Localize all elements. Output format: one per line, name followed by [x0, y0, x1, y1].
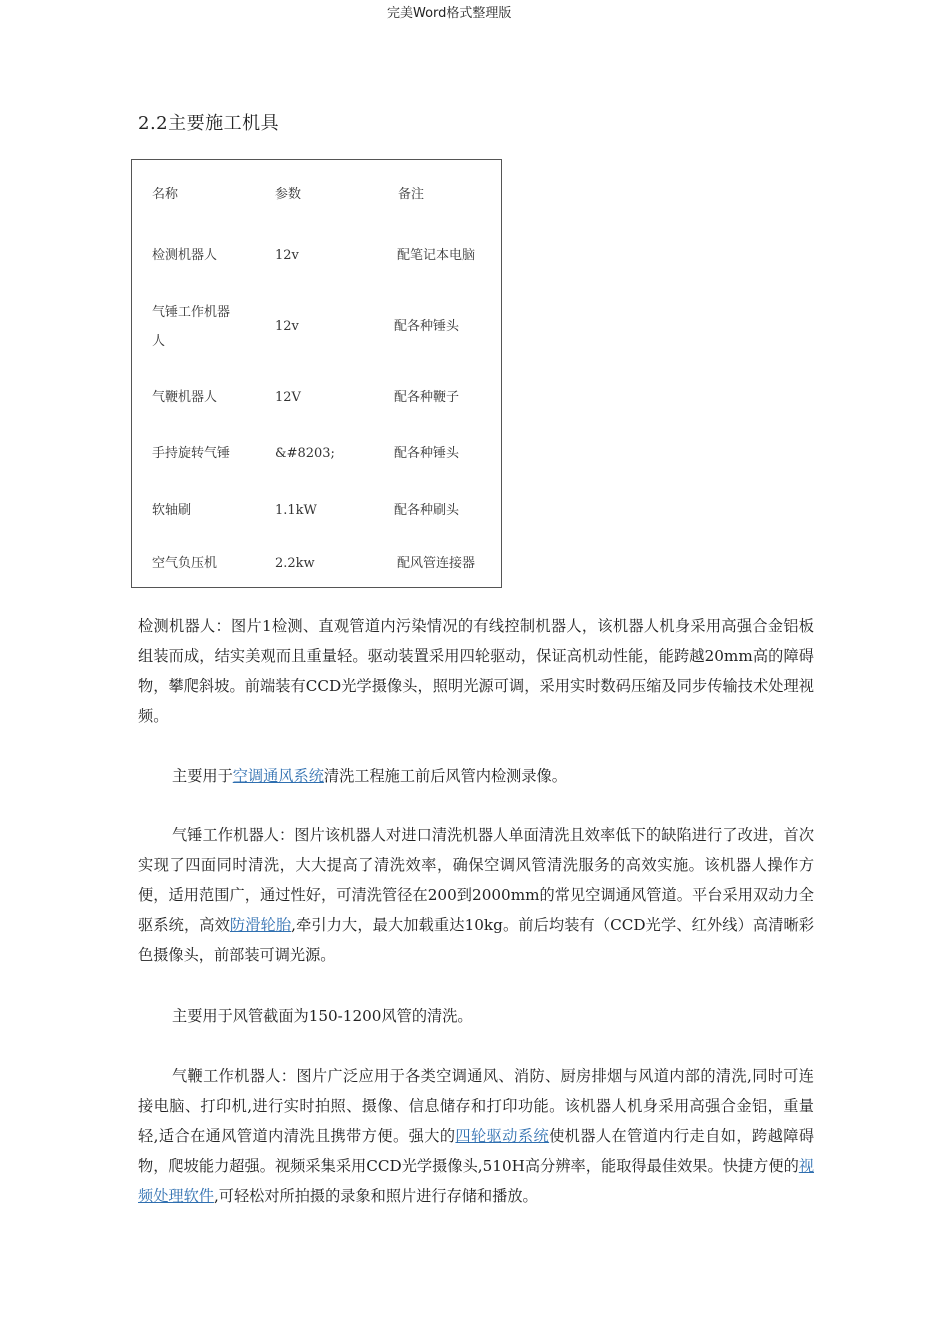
- text: 清洗工程施工前后风管内检测录像。: [323, 767, 567, 785]
- table-cell: 检测机器人: [152, 248, 218, 263]
- table-cell: 配各种锤头: [394, 319, 460, 334]
- paragraph-hammer-usage: 主要用于风管截面为150-1200风管的清洗。: [172, 1007, 473, 1025]
- tools-table: [131, 159, 502, 588]
- table-cell: 配各种刷头: [394, 503, 460, 518]
- table-cell: 配风管连接器: [397, 556, 476, 571]
- text: 气锤工作机器人：图片该机器人对进口清洗机器人单面清洗且效率低下的缺陷进行了改进，首次实现了四面同时清洗，大大提高了清洗效率，确保空调风管清洗服务的高效实施。该机器人操作方便，适用范围广，通过性好，可清洗管径在200到2000mm的常见空调通风管道。平台采用双动力全驱系统，高效: [138, 826, 814, 934]
- page-header: 完美Word格式整理版: [387, 6, 512, 21]
- link-hvac-system[interactable]: 空调通风系统: [232, 767, 324, 785]
- section-title: 2.2主要施工机具: [138, 113, 280, 134]
- text: 气鞭工作机器人：图片广泛应用于各类空调通风、消防、厨房排烟与风道内部的清洗,同时可连接电脑、打印机,进行实时拍照、摄像、信息储存和打印功能。该机器人机身采用高强合金铝，重量轻,适合在通风管道内清洗且携带方便。强大的: [138, 1067, 814, 1145]
- table-cell: &#8203;: [275, 446, 335, 461]
- table-cell: 12v: [275, 248, 299, 263]
- paragraph-whip-robot: [138, 1061, 814, 1211]
- table-cell: 配各种锤头: [394, 446, 460, 461]
- table-cell: 手持旋转气锤: [152, 446, 231, 461]
- table-header-note: 备注: [398, 187, 425, 202]
- link-video-software[interactable]: 视频处理软件: [138, 1157, 814, 1205]
- text: ,可轻松对所拍摄的录象和照片进行存储和播放。: [213, 1187, 538, 1205]
- table-cell: 12V: [275, 390, 301, 405]
- table-cell: 空气负压机: [152, 556, 218, 571]
- text: ,牵引力大，最大加载重达10kg。前后均装有（CCD光学、红外线）高清晰彩色摄像头，前部装可调光源。: [138, 916, 815, 964]
- paragraph-detection-usage: [138, 761, 814, 791]
- text: 使机器人在管道内行走自如，跨越障碍物，爬坡能力超强。视频采集采用CCD光学摄像头,510H高分辨率，能取得最佳效果。快捷方便的: [138, 1127, 815, 1175]
- link-antiskid-tire[interactable]: 防滑轮胎: [229, 916, 292, 934]
- paragraph-detection-robot: 检测机器人：图片1检测、直观管道内污染情况的有线控制机器人，该机器人机身采用高强合金铝板组装而成，结实美观而且重量轻。驱动装置采用四轮驱动，保证高机动性能，能跨越20mm高的障碍物，攀爬斜坡。前端装有CCD光学摄像头，照明光源可调，采用实时数码压缩及同步传输技术处理视频。: [138, 617, 814, 725]
- text: 主要用于: [172, 767, 233, 785]
- table-header-name: 名称: [152, 187, 179, 202]
- table-cell: 配各种鞭子: [394, 390, 460, 405]
- link-four-wheel-drive[interactable]: 四轮驱动系统: [455, 1127, 550, 1145]
- table-cell: 2.2kw: [275, 556, 315, 571]
- table-cell: 软轴刷: [152, 503, 192, 518]
- paragraph-hammer-robot: [138, 820, 814, 970]
- table-cell: 气鞭机器人: [152, 390, 218, 405]
- table-header-param: 参数: [275, 187, 302, 202]
- table-cell: 配笔记本电脑: [397, 248, 476, 263]
- table-cell: 气锤工作机器人: [152, 305, 231, 349]
- table-cell: 12v: [275, 319, 299, 334]
- table-cell: 1.1kW: [275, 503, 317, 518]
